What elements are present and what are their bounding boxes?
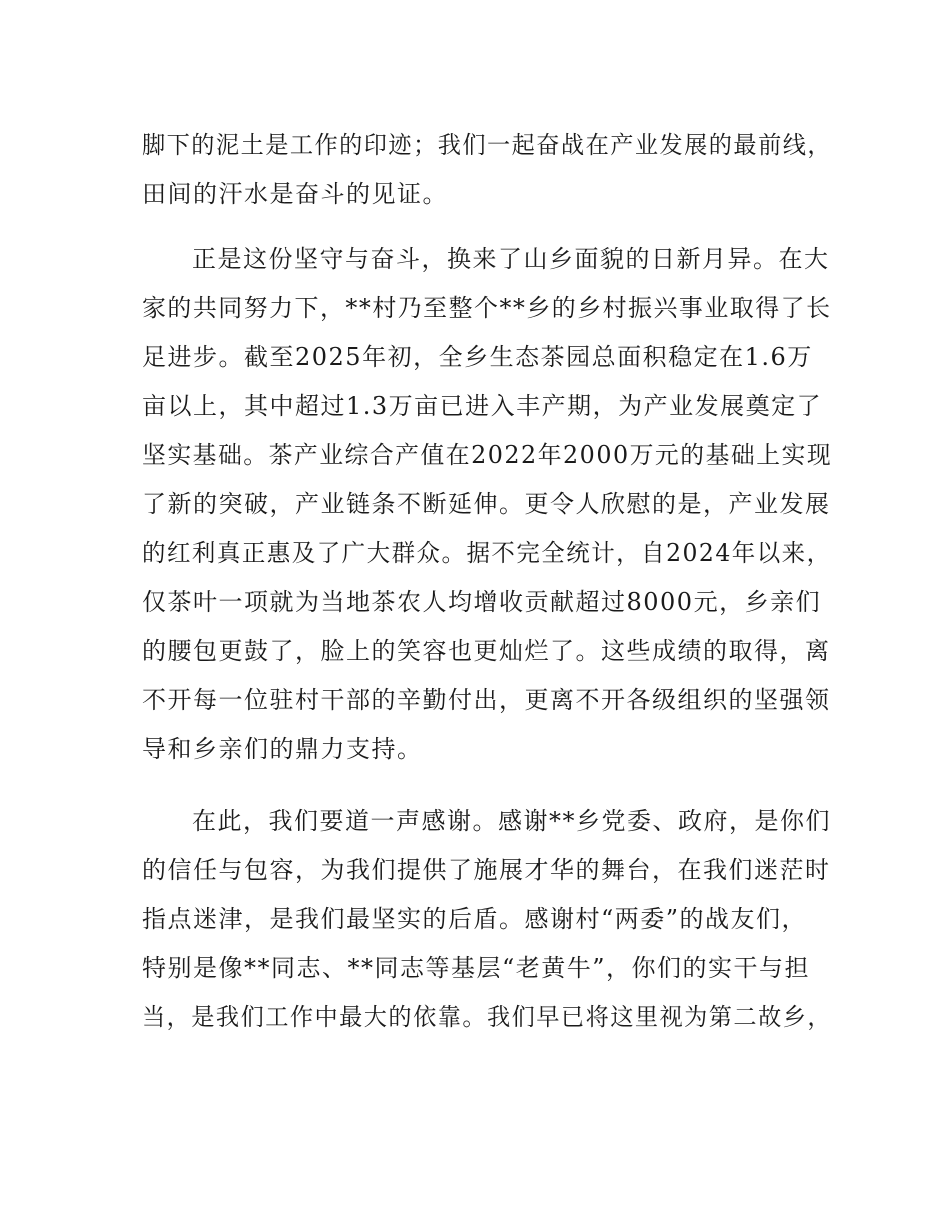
paragraph-1-line-1: 脚下的泥土是工作的印迹；我们一起奋战在产业发展的最前线， bbox=[142, 131, 833, 159]
paragraph-2-line-2: 家的共同努力下，**村乃至整个**乡的乡村振兴事业取得了长 bbox=[142, 294, 832, 322]
paragraph-2-line-9: 的腰包更鼓了，脸上的笑容也更灿烂了。这些成绩的取得，离 bbox=[142, 637, 831, 665]
paragraph-2-line-7: 的红利真正惠及了广大群众。据不完全统计，自2024年以来， bbox=[142, 539, 832, 567]
paragraph-2-line-4: 亩以上，其中超过1.3万亩已进入丰产期，为产业发展奠定了 bbox=[142, 392, 823, 420]
paragraph-3-line-5: 当，是我们工作中最大的依靠。我们早已将这里视为第二故乡， bbox=[142, 1003, 833, 1031]
paragraph-3-line-3: 指点迷津，是我们最坚实的后盾。感谢村“两委”的战友们， bbox=[142, 905, 808, 933]
paragraph-2-line-1: 正是这份坚守与奋斗，换来了山乡面貌的日新月异。在大 bbox=[192, 245, 830, 273]
paragraph-3-line-2: 的信任与包容，为我们提供了施展才华的舞台，在我们迷茫时 bbox=[142, 856, 831, 884]
paragraph-1-line-2: 田间的汗水是奋斗的见证。 bbox=[142, 180, 448, 208]
paragraph-2-line-3: 足进步。截至2025年初，全乡生态茶园总面积稳定在1.6万 bbox=[142, 343, 813, 371]
paragraph-2-line-6: 了新的突破，产业链条不断延伸。更令人欣慰的是，产业发展 bbox=[142, 490, 831, 518]
paragraph-2-line-8: 仅茶叶一项就为当地茶农人均增收贡献超过8000元，乡亲们 bbox=[142, 588, 822, 616]
paragraph-2-line-10: 不开每一位驻村干部的辛勤付出，更离不开各级组织的坚强领 bbox=[142, 686, 831, 714]
paragraph-2-line-5: 坚实基础。茶产业综合产值在2022年2000万元的基础上实现 bbox=[142, 441, 833, 469]
paragraph-2-line-11: 导和乡亲们的鼎力支持。 bbox=[142, 735, 423, 763]
paragraph-3-line-4: 特别是像**同志、**同志等基层“老黄牛”，你们的实干与担 bbox=[142, 954, 811, 982]
paragraph-3-line-1: 在此，我们要道一声感谢。感谢**乡党委、政府，是你们 bbox=[192, 807, 831, 835]
